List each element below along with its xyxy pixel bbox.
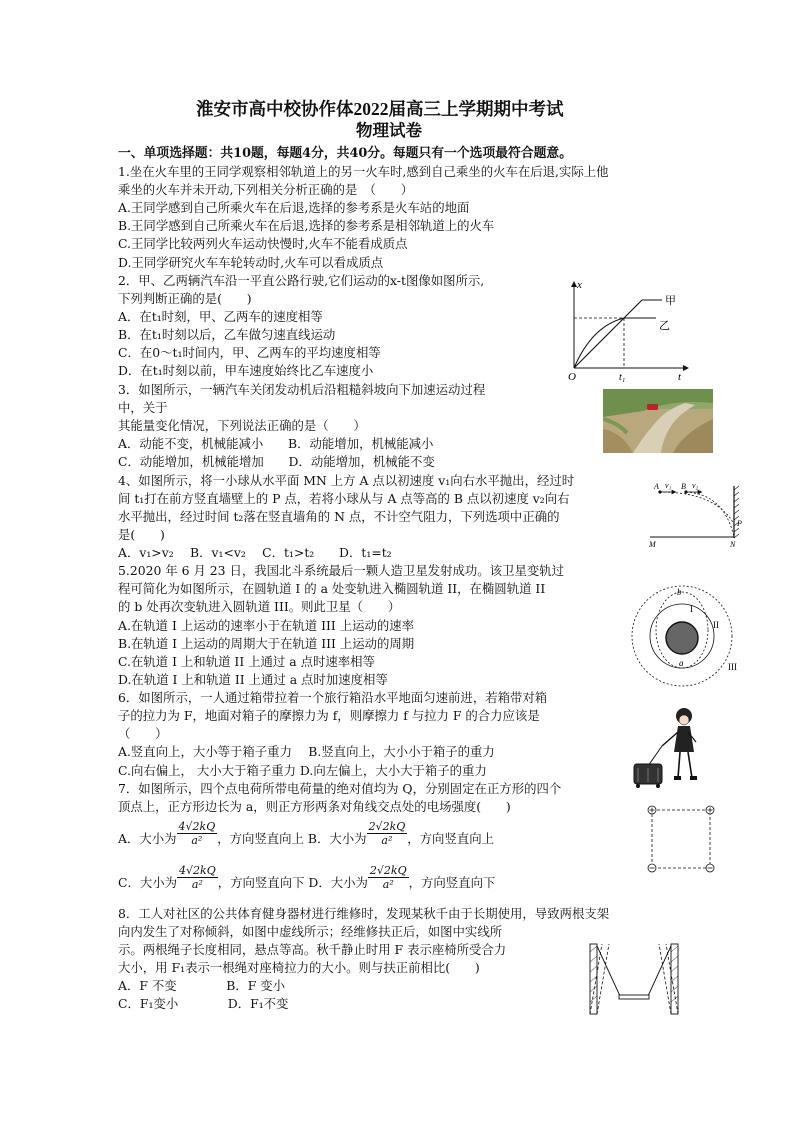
q2-label-t: t: [678, 371, 682, 383]
q5-stem-line3: 的 b 处再次变轨进入圆轨道 III。则此卫星（ ）: [118, 599, 401, 614]
q6-options-cd: C.向右偏上， 大小大于箱子重力 D.向左偏上，大小大于箱子的重力: [118, 763, 487, 778]
q2-label-t1: t₁: [619, 372, 626, 383]
q3-stem-line3: 其能量变化情况，下列说法正确的是（ ）: [118, 418, 366, 433]
q3-options-cd: C．动能增加，机械能增加 D．动能增加，机械能不变: [118, 454, 435, 469]
q6-stem-line3: （ ）: [118, 726, 168, 741]
q3-stem-line2: 中，关于: [118, 400, 168, 415]
q8-stem-line2: 向内发生了对称倾斜，如图中虚线所示；经维修扶正后，如图中实线所: [118, 924, 503, 939]
q5-earth: [666, 622, 698, 654]
q1-option-c: C.王同学比较两列火车运动快慢时,火车不能看成质点: [118, 236, 408, 251]
q8-rope-right: [648, 946, 671, 996]
svg-text:III: III: [728, 662, 737, 672]
q7-options-cd: C．大小为 $\frac{4√2kQ}{\text{a²}}$ ，方向竖直向下 D．大小为 $\frac{2√2kQ}{\text{a²}}$ ，方向竖直向下: [118, 864, 496, 891]
q4-stem-line3: 水平抛出，经过时间 t₂落在竖直墙角的 N 点，不计空气阻力，下列选项中正确的: [118, 509, 560, 524]
q8-stem-line4: 大小，用 F₁表示一根绳对座椅拉力的大小。则与扶正前相比( ): [118, 960, 480, 975]
q5-orbit-figure: [624, 582, 744, 692]
q3-car-slope-photo: [603, 389, 713, 453]
q2-label-x: x: [577, 279, 582, 291]
q8-seat: [619, 995, 649, 999]
svg-text:b: b: [677, 587, 682, 597]
q6-options-ab: A.竖直向上，大小等于箱子重力 B.竖直向上，大小小于箱子的重力: [118, 744, 495, 759]
q3-options-ab: A．动能不变，机械能减小 B．动能增加，机械能减小: [118, 436, 434, 451]
q2-label-origin: O: [568, 371, 576, 383]
q2-label-yi: 乙: [659, 319, 670, 332]
q2-stem-line2: 下列判断正确的是( ): [118, 291, 252, 306]
q7-charge-square: [640, 798, 720, 882]
svg-text:II: II: [713, 620, 719, 630]
q8-options-ab: A．F 不变 B．F 变小: [118, 978, 286, 993]
q2-option-c: C．在0～t₁时间内，甲、乙两车的平均速度相等: [118, 345, 381, 360]
q5-stem-line1: 5.2020 年 6 月 23 日，我国北斗系统最后一颗人造卫星发射成功。该卫星变轨过: [118, 563, 565, 578]
q4-stem-line4: 是( ): [118, 527, 165, 542]
q6-girl-suitcase-figure: [632, 706, 712, 790]
q8-stem-line1: 8．工人对社区的公共体育健身器材进行维修时，发现某秋千由于长期使用，导致两根支架: [118, 906, 610, 921]
page-subtitle: 物理试卷: [356, 121, 422, 140]
q4-projectile-figure: [646, 478, 746, 550]
q2-stem-line1: 2．甲、乙两辆汽车沿一平直公路行驶,它们运动的x-t图像如图所示,: [118, 273, 485, 288]
svg-text:v₁: v₁: [665, 481, 672, 490]
q2-curve-yi: [574, 318, 656, 368]
q1-option-d: D.王同学研究火车车轮转动时,火车可以看成质点: [118, 255, 384, 270]
q4-trajectory-1: [660, 492, 734, 524]
q7-stem-line2: 顶点上，正方形边长为 a，则正方形两条对角线交点处的电场强度( ): [118, 799, 511, 814]
q5-option-b: B.在轨道 I 上运动的周期大于在轨道 III 上运动的周期: [118, 636, 415, 651]
q4-stem-line1: 4、如图所示，将一小球从水平面 MN 上方 A 点以初速度 v₁向右水平抛出，经过时: [118, 473, 575, 488]
q5-option-a: A.在轨道 I 上运动的速率小于在轨道 III 上运动的速率: [118, 618, 415, 633]
svg-text:A: A: [654, 482, 659, 491]
q1-option-a: A.王同学感到自己所乘火车在后退,选择的参考系是火车站的地面: [118, 200, 470, 215]
q2-xt-graph: [562, 278, 692, 383]
q2-label-jia: 甲: [665, 294, 676, 307]
svg-text:I: I: [690, 604, 693, 614]
q7-stem-line1: 7．如图所示，四个点电荷所带电荷量的绝对值均为 Q，分别固定在正方形的四个: [118, 781, 562, 796]
q8-swing-figure: [584, 938, 684, 1016]
q2-option-b: B．在t₁时刻以后，乙车做匀速直线运动: [118, 327, 336, 342]
q5-stem-line2: 程可简化为如图所示，在圆轨道 I 的 a 处变轨进入椭圆轨道 II，在椭圆轨道 II: [118, 581, 546, 596]
q1-stem-line2: 乘坐的火车并未开动,下列相关分析正确的是 （ ）: [118, 182, 414, 197]
svg-text:M: M: [649, 540, 656, 549]
q7-options-ab: A．大小为 $\frac{4√2kQ}{\text{a²}}$ ，方向竖直向上 B．大小为 $\frac{2√2kQ}{\text{a²}}$ ，方向竖直向上: [118, 820, 494, 847]
q1-option-b: B.王同学感到自己所乘火车在后退,选择的参考系是相邻轨道上的火车: [118, 218, 495, 233]
section-heading: 一、单项选择题：共10题，每题4分，共40分。每题只有一个选项最符合题意。: [118, 146, 573, 161]
q2-option-a: A．在t₁时刻，甲、乙两车的速度相等: [118, 309, 323, 324]
q6-stem-line2: 子的拉力为 F，地面对箱子的摩擦力为 f，则摩擦力 f 与拉力 F 的合力应该是: [118, 708, 540, 723]
svg-text:P: P: [737, 519, 742, 528]
q5-option-c: C.在轨道 I 上和轨道 II 上通过 a 点时速率相等: [118, 654, 375, 669]
q6-strap: [648, 746, 662, 766]
q2-option-d: D．在t₁时刻以前，甲车速度始终比乙车速度小: [118, 363, 374, 378]
page-title: 淮安市高中校协作体2022届高三上学期期中考试: [196, 99, 564, 119]
q8-options-cd: C．F₁变小 D．F₁不变: [118, 996, 289, 1011]
svg-text:N: N: [730, 540, 736, 549]
q5-option-d: D.在轨道 I 上和轨道 II 上通过 a 点时加速度相等: [118, 672, 388, 687]
q4-options: A．v₁>v₂ B．v₁<v₂ C．t₁>t₂ D．t₁=t₂: [118, 545, 392, 560]
svg-text:B: B: [681, 482, 686, 491]
q8-rope-left: [597, 946, 620, 996]
q6-stem-line1: 6．如图所示，一人通过箱带拉着一个旅行箱沿水平地面匀速前进，若箱带对箱: [118, 690, 548, 705]
q3-stem-line1: 3．如图所示，一辆汽车关闭发动机后沿粗糙斜坡向下加速运动过程: [118, 382, 486, 397]
q2-line-jia: [574, 300, 662, 368]
q4-stem-line2: 间 t₁打在前方竖直墙壁上的 P 点，若将小球从与 A 点等高的 B 点以初速度 v₂向右: [118, 491, 570, 506]
car-icon: [647, 404, 658, 410]
q1-stem-line1: 1.坐在火车里的王同学观察相邻轨道上的另一火车时,感到自己乘坐的火车在后退,实际上他: [118, 164, 609, 179]
q8-stem-line3: 示。两根绳子长度相同，悬点等高。秋千静止时用 F 表示座椅所受合力: [118, 942, 507, 957]
svg-text:a: a: [679, 658, 684, 668]
svg-text:v₂: v₂: [692, 481, 699, 490]
